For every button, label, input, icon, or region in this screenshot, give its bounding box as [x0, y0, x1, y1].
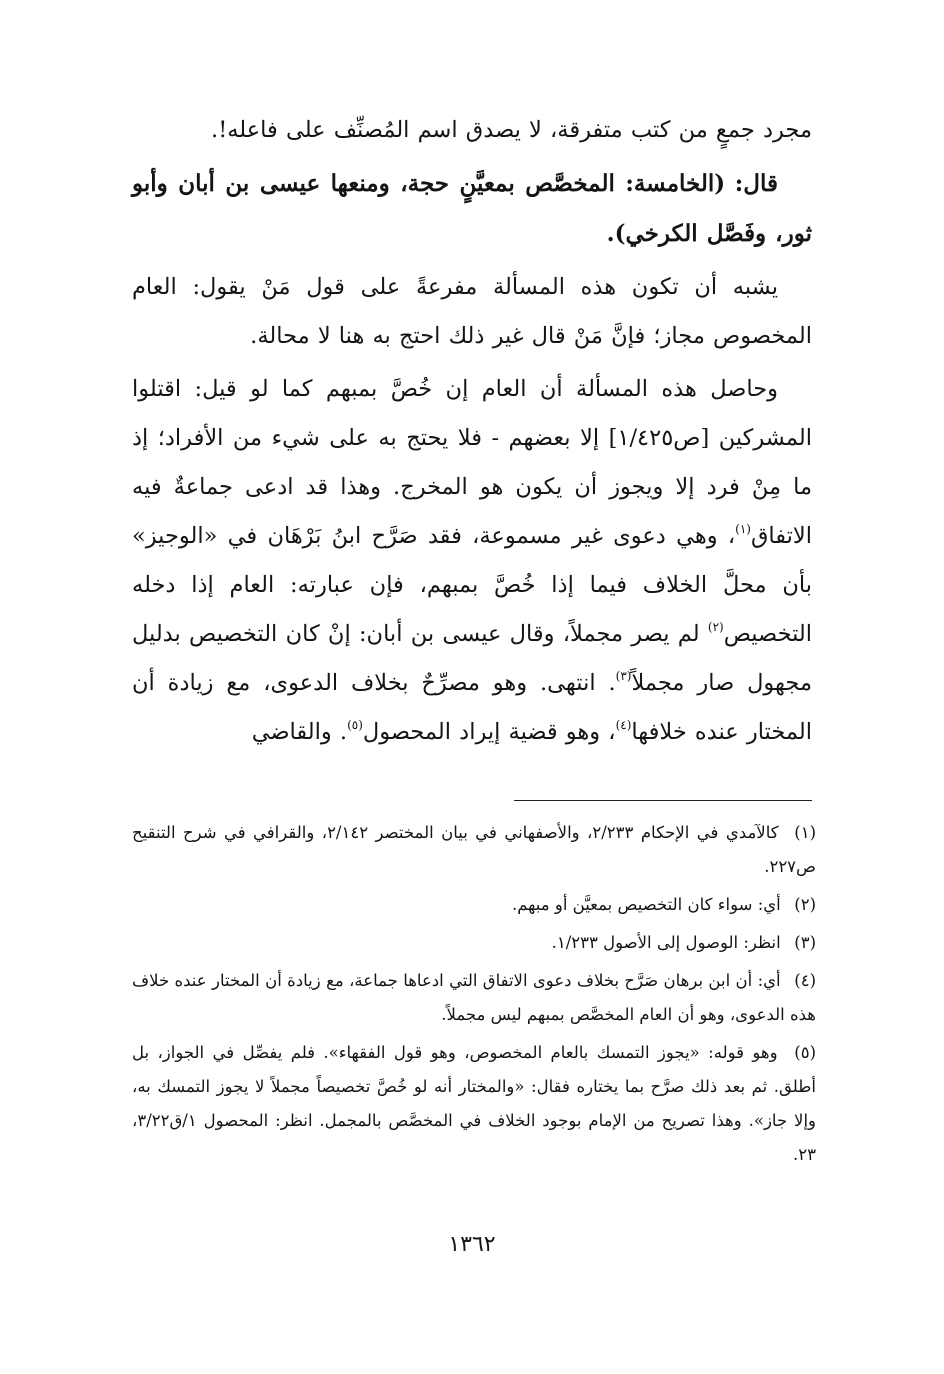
footnote-divider — [514, 800, 812, 801]
paragraph-2-part-b: ، وهي دعوى غير مسموعة، فقد صَرَّح ابنُ بَرْهَان في «الوجيز» بأن محلَّ الخلاف فيما إذا خُصَّ بمبهم، فإن عبارته: العام إذا دخله التخصيص — [132, 523, 812, 647]
qal-paragraph — [132, 159, 812, 259]
footnote-2 — [132, 888, 816, 922]
main-text — [132, 106, 812, 757]
footnote-text: كالآمدي في الإحكام ٢/٢٣٣، والأصفهاني في بيان المختصر ٢/١٤٢، والقرافي في شرح التنقيح ص٢٢٧. — [132, 823, 816, 876]
footnote-1 — [132, 816, 816, 884]
qal-text: (الخامسة: المخصَّص بمعيَّنٍ حجة، ومنعها عيسى بن أبان وأبو ثور، وفَصَّل الكرخي). — [132, 170, 812, 247]
paragraph-2-part-a: وحاصل هذه المسألة أن العام إن خُصَّ بمبهم كما لو قيل: اقتلوا المشركين [ص١/٤٢٥] إلا بعضهم - فلا يحتج به على شيء من الأفراد؛ إذ ما مِنْ فرد إلا ويجوز أن يكون هو المخرج. وهذا قد ادعى جماعةٌ فيه الاتفاق — [132, 376, 812, 549]
footnote-text: أي: سواء كان التخصيص بمعيَّن أو مبهم. — [511, 895, 781, 914]
footnote-number: (٣) — [794, 933, 816, 952]
footnote-number: (١) — [794, 823, 817, 842]
footnote-3 — [132, 926, 816, 960]
paragraph-2 — [132, 365, 812, 757]
footnote-marker-4[interactable]: (٤) — [615, 718, 632, 732]
paragraph-2-part-c: لم يصر مجملاً، وقال عيسى بن أبان: إنْ كان التخصيص بدليل مجهول صار مجملاً — [132, 621, 812, 696]
footnote-text: أي: أن ابن برهان صَرَّح بخلاف دعوى الاتفاق التي ادعاها جماعة، مع زيادة أن المختار عنده خلاف هذه الدعوى، وهو أن العام المخصَّص بمبهم ليس مجملاً. — [132, 971, 816, 1024]
footnote-text: وهو قوله: «يجوز التمسك بالعام المخصوص، وهو قول الفقهاء». فلم يفصِّل في الجواز، بل أطلق. ثم بعد ذلك صرَّح بما يختاره فقال: «والمختار أنه لو خُصَّ تخصيصاً مجملاً لا يجوز التمسك به، وإلا جاز». وهذا تصريح من الإمام بوجود الخلاف في المخصَّص بالمجمل. انظر: المحصول ١/ق٣/٢٢، ٢٣. — [132, 1043, 816, 1164]
paragraph-2-part-f: . والقاضي — [251, 719, 348, 745]
footnote-4 — [132, 964, 816, 1032]
footnote-5 — [132, 1036, 816, 1172]
footnote-marker-5[interactable]: (٥) — [347, 718, 363, 732]
qal-label: قال: — [734, 170, 778, 197]
footnote-number: (٢) — [794, 895, 816, 914]
footnote-marker-2[interactable]: (٢) — [707, 620, 724, 634]
footnote-number: (٥) — [794, 1043, 816, 1062]
footnotes — [132, 816, 816, 1176]
page-number: ١٣٦٢ — [448, 1232, 496, 1257]
paragraph-1: يشبه أن تكون هذه المسألة مفرعةً على قول مَنْ يقول: العام المخصوص مجاز؛ فإنَّ مَنْ قال غير ذلك احتج به هنا لا محالة. — [132, 274, 812, 349]
opening-line: مجرد جمعٍ من كتب متفرقة، لا يصدق اسم المُصنِّف على فاعله!. — [211, 117, 812, 143]
paragraph-2-part-d: . انتهى. وهو مصرِّحٌ بخلاف الدعوى، مع زيادة أن المختار عنده خلافها — [132, 670, 812, 745]
paragraph-2-part-e: ، وهو قضية إيراد المحصول — [362, 719, 616, 745]
footnote-marker-1[interactable]: (١) — [735, 522, 751, 536]
footnote-number: (٤) — [794, 971, 816, 990]
footnote-text: انظر: الوصول إلى الأصول ١/٢٣٣. — [551, 933, 781, 952]
footnote-marker-3[interactable]: (٣) — [615, 669, 632, 683]
